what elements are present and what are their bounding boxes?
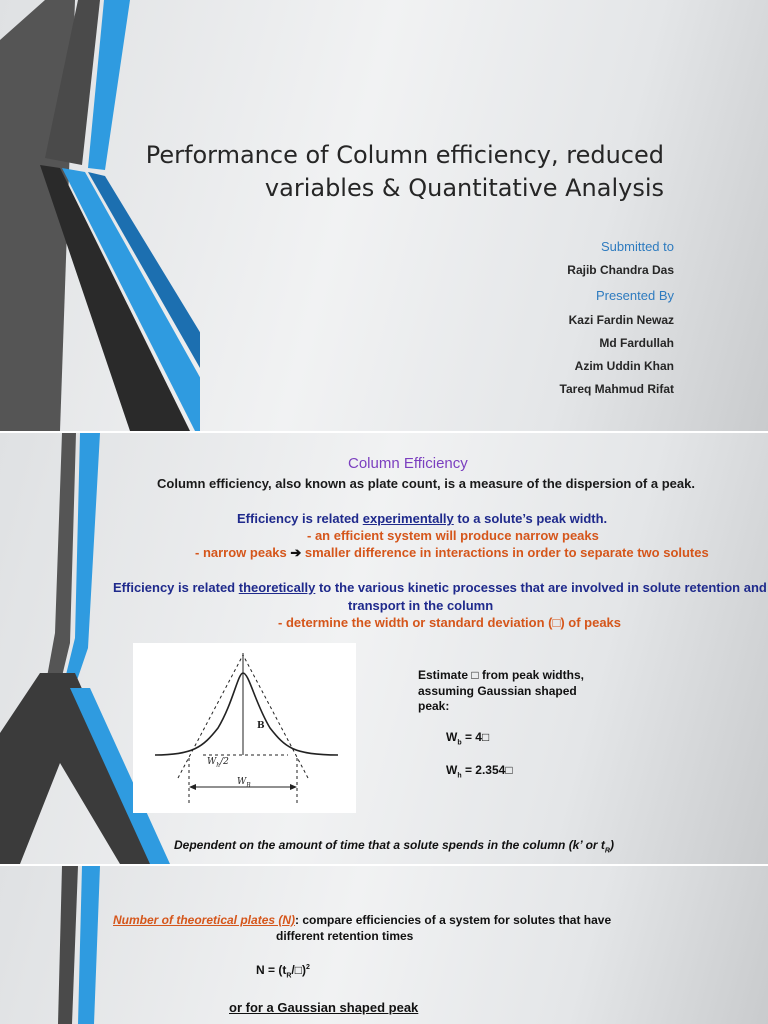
underlined-word: theoretically (238, 580, 316, 595)
estimate-line-3: peak: (418, 699, 450, 713)
presenter-name: Azim Uddin Khan (574, 359, 674, 373)
text-fragment: : (295, 913, 300, 927)
base-width-label (237, 777, 251, 789)
text-fragment: to a solute’s peak width. (453, 511, 608, 526)
text-fragment: B (246, 781, 251, 789)
text-fragment: b (457, 739, 462, 747)
text-fragment: W (446, 730, 458, 744)
plates-line-2: different retention times (276, 929, 414, 943)
dependent-note (174, 838, 614, 854)
stripe-decoration (0, 0, 200, 431)
text-fragment: = 2.354□ (461, 763, 513, 777)
text-fragment: Dependent on the amount of time that a solute spends in the column (k’ or t (174, 838, 605, 852)
presented-by-label: Presented By (595, 288, 674, 303)
column-efficiency-slide (0, 433, 768, 864)
text-fragment: to the various kinetic processes that are involved in solute retention and (315, 580, 767, 595)
presenter-name: Md Fardullah (599, 336, 674, 350)
text-fragment: /□) (291, 963, 306, 977)
title-slide (0, 0, 768, 431)
title-line-2: variables & Quantitative Analysis (264, 174, 664, 202)
underlined-word: experimentally (362, 511, 454, 526)
gaussian-note: or for a Gaussian shaped peak (229, 1000, 419, 1015)
stripe-decoration (0, 866, 120, 1024)
estimate-line-1: Estimate □ from peak widths, (418, 668, 584, 682)
text-fragment: h (216, 761, 221, 769)
text-fragment: Efficiency is related (237, 511, 363, 526)
peak-height-label: B (257, 721, 265, 731)
plates-equation (256, 963, 310, 979)
text-fragment: N = (t (256, 963, 287, 977)
experimental-bullet-2 (195, 545, 709, 561)
text-fragment: 2 (305, 964, 310, 971)
text-fragment: R (604, 847, 610, 855)
text-fragment: h (457, 772, 462, 780)
text-fragment: W (446, 763, 458, 777)
submitted-to-label: Submitted to (601, 239, 674, 254)
text-fragment: R (286, 972, 292, 980)
text-fragment: W (237, 777, 247, 787)
text-fragment: W (207, 757, 217, 767)
experimental-line (237, 511, 607, 526)
arrow-icon: ➔ (290, 545, 302, 560)
text-fragment: ) (609, 838, 614, 852)
text-fragment: smaller difference in interactions in order to separate two solutes (301, 545, 709, 560)
section-heading: Column Efficiency (348, 455, 468, 472)
wh-equation (446, 763, 513, 779)
plates-line (113, 913, 611, 927)
text-fragment: compare efficiencies of a system for solutes that have (299, 913, 612, 927)
text-fragment: = 4□ (461, 730, 490, 744)
wb-equation (446, 730, 489, 746)
theoretical-line (113, 580, 767, 595)
text-fragment: Efficiency is related (113, 580, 239, 595)
gaussian-peak-figure (133, 643, 356, 813)
text-fragment: /2 (220, 757, 229, 767)
text-fragment: - narrow peaks (195, 545, 291, 560)
experimental-bullet-1: - an efficient system will produce narrow peaks (307, 528, 599, 543)
presenter-name: Kazi Fardin Newaz (568, 313, 674, 327)
theoretical-line-2: transport in the column (348, 598, 494, 613)
estimate-line-2: assuming Gaussian shaped (418, 684, 577, 698)
theoretical-bullet: - determine the width or standard deviation (□) of peaks (278, 615, 622, 630)
plates-term: Number of theoretical plates (N) (113, 913, 296, 927)
presenter-name: Tareq Mahmud Rifat (559, 382, 674, 396)
title-line-1: Performance of Column efficiency, reduced (145, 141, 664, 169)
intro-text: Column efficiency, also known as plate count, is a measure of the dispersion of a peak. (157, 476, 695, 491)
half-width-label (207, 757, 229, 769)
submitted-to-name: Rajib Chandra Das (567, 263, 674, 277)
